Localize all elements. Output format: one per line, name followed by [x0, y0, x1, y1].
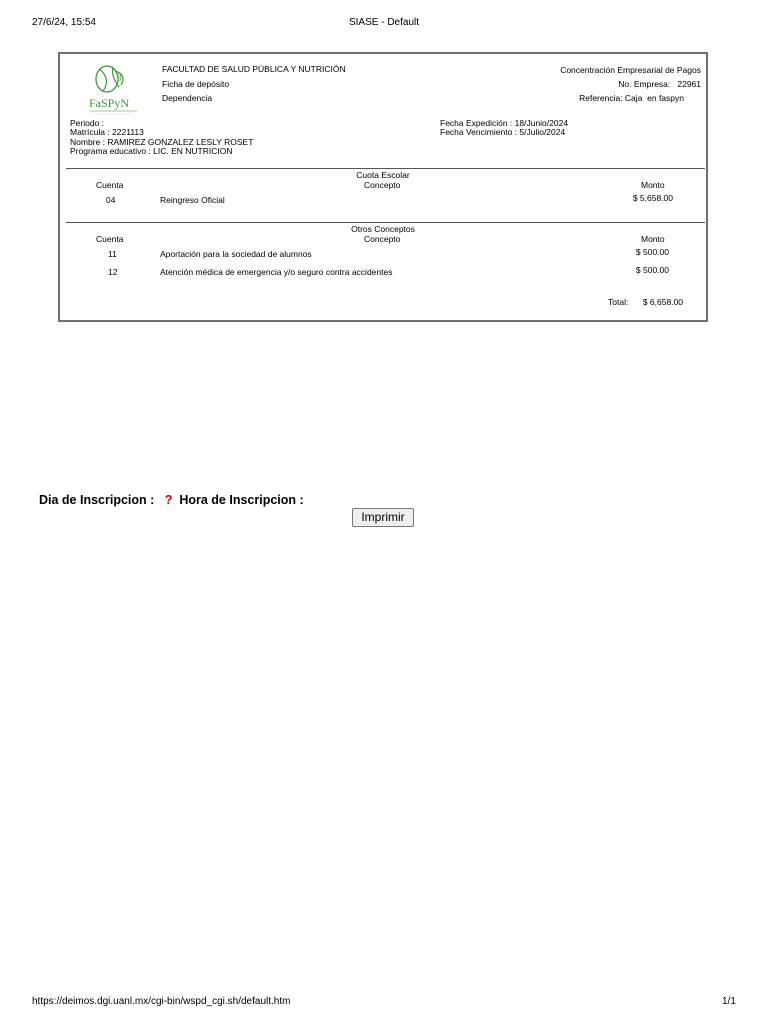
- company-number-label: No. Empresa:: [618, 79, 671, 89]
- reference-line: Referencia: Caja en faspyn: [579, 93, 684, 103]
- row-monto: $ 500.00: [635, 247, 669, 257]
- due-date: Fecha Vencimiento : 5/Julio/2024: [440, 127, 566, 137]
- concentration-label: Concentración Empresarial de Pagos: [560, 65, 701, 75]
- row-concepto: Aportación para la sociedad de alumnos: [160, 249, 312, 259]
- row-cuenta: 04: [106, 195, 116, 205]
- registration-day-label: Dia de Inscripcion :: [39, 493, 155, 507]
- row-concepto: Atención médica de emergencia y/o seguro contra accidentes: [160, 267, 393, 277]
- row-monto: $ 500.00: [635, 265, 669, 275]
- col-header-cuenta: Cuenta: [96, 180, 124, 190]
- logo-wordmark: FaSPyN: [89, 96, 130, 110]
- section-divider: [66, 222, 705, 223]
- deposit-slip: [58, 52, 708, 322]
- svg-text:3: 3: [117, 73, 122, 83]
- company-number-line: [618, 79, 701, 89]
- faculty-name: FACULTAD DE SALUD PÚBLICA Y NUTRICIÓN: [162, 64, 346, 74]
- total-label: Total:: [608, 297, 629, 307]
- row-cuenta: 11: [108, 249, 117, 259]
- row-concepto: Reingreso Oficial: [160, 195, 225, 205]
- section-title-cuota: Cuota Escolar: [356, 170, 410, 180]
- faspyn-logo: [85, 61, 145, 117]
- company-number: 22961: [677, 79, 701, 89]
- registration-time-label: Hora de Inscripcion :: [179, 493, 304, 507]
- document-type: Ficha de depósito: [162, 79, 230, 89]
- section-title-otros: Otros Conceptos: [351, 224, 415, 234]
- print-button[interactable]: Imprimir: [352, 508, 414, 527]
- print-datetime: 27/6/24, 15:54: [32, 17, 96, 28]
- total-amount: $ 6,658.00: [642, 297, 683, 307]
- col-header-concepto: Concepto: [364, 180, 401, 190]
- section-divider: [66, 168, 705, 169]
- dependency-label: Dependencia: [162, 93, 213, 103]
- missing-value-mark: ?: [164, 493, 173, 507]
- print-footer-url: https://deimos.dgi.uanl.mx/cgi-bin/wspd_cgi.sh/default.htm: [32, 996, 291, 1007]
- row-monto: $ 5,658.00: [632, 193, 673, 203]
- col-header-concepto: Concepto: [364, 234, 401, 244]
- inscription-info: [39, 493, 304, 507]
- student-name: Nombre : RAMIREZ GONZALEZ LESLY ROSET: [70, 137, 254, 147]
- issue-date: Fecha Expedición : 18/Junio/2024: [440, 118, 569, 128]
- matricula: Matrícula : 2221113: [70, 127, 144, 137]
- print-page-title: SIASE - Default: [348, 17, 420, 28]
- col-header-cuenta: Cuenta: [96, 234, 124, 244]
- col-header-monto: Monto: [641, 180, 665, 190]
- education-program: Programa educativo : LIC. EN NUTRICION: [70, 146, 233, 156]
- print-page-number: 1/1: [722, 996, 736, 1007]
- periodo-label: Periodo :: [70, 118, 105, 128]
- col-header-monto: Monto: [641, 234, 665, 244]
- row-cuenta: 12: [108, 267, 118, 277]
